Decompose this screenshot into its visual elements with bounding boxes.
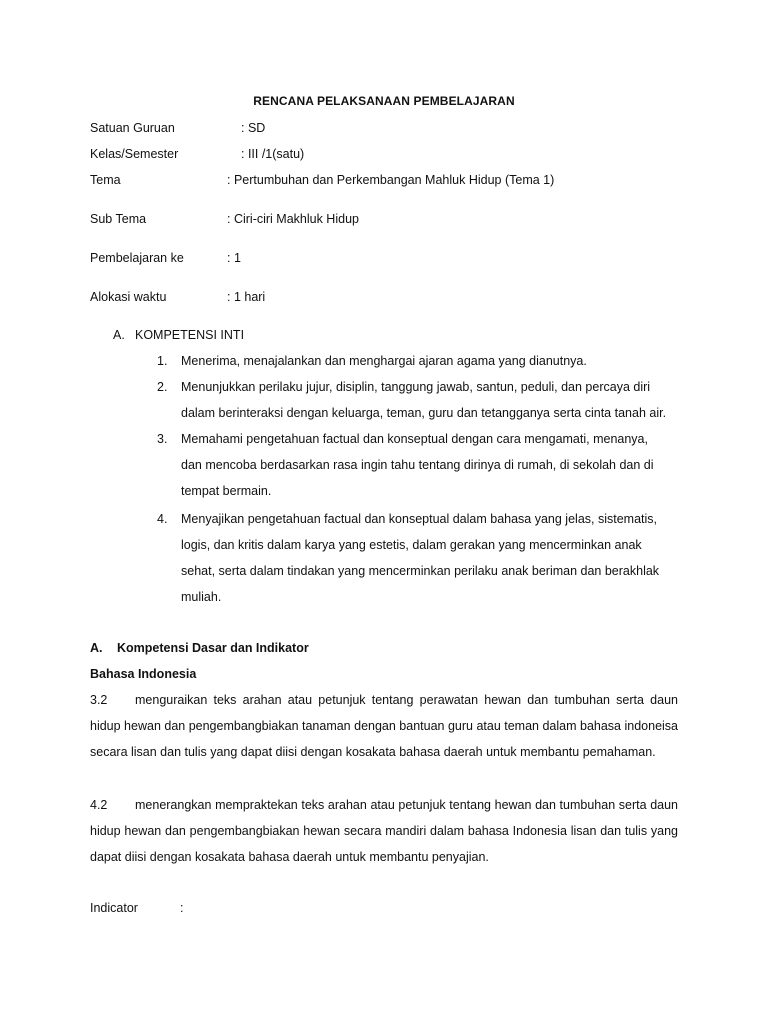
list-number: 2. — [157, 380, 168, 394]
kd-paragraph — [90, 792, 678, 870]
meta-value: : 1 hari — [227, 290, 266, 304]
kd-paragraph — [90, 687, 678, 765]
list-text: Menerima, menajalankan dan menghargai ajaran agama yang dianutnya. — [181, 354, 587, 368]
list-number: 4. — [157, 512, 168, 526]
kd-text: menguraikan teks arahan atau petunjuk tentang perawatan hewan dan tumbuhan serta daun hidup hewan dan pengembangbiakan tanaman dengan bantuan guru atau teman dalam bahasa indoneisa secara lisan dan tulis yang dapat diisi dengan kosakata bahasa daerah untuk membantu pemahaman. — [90, 693, 678, 759]
kd-code: 4.2 — [90, 798, 108, 812]
meta-label: Pembelajaran ke — [90, 251, 184, 265]
list-text: Memahami pengetahuan factual dan konseptual dengan cara mengamati, menanya, dan mencoba berdasarkan rasa ingin tahu tentang dirinya di rumah, di sekolah dan di tempat bermain. — [181, 432, 654, 498]
section-title: KOMPETENSI INTI — [135, 328, 245, 342]
meta-label: Tema — [90, 173, 121, 187]
list-number: 1. — [157, 354, 168, 368]
subject-heading: Bahasa Indonesia — [90, 667, 197, 681]
list-item — [157, 374, 667, 426]
meta-value: : Pertumbuhan dan Perkembangan Mahluk Hidup (Tema 1) — [227, 173, 555, 187]
meta-label: Sub Tema — [90, 212, 147, 226]
kd-code: 3.2 — [90, 693, 108, 707]
meta-value: : Ciri-ciri Makhluk Hidup — [227, 212, 359, 226]
list-item — [157, 348, 667, 374]
indicator-row — [90, 899, 184, 917]
list-item — [157, 426, 667, 504]
section-title: Kompetensi Dasar dan Indikator — [117, 641, 309, 655]
meta-label: Satuan Guruan — [90, 121, 175, 135]
indicator-colon: : — [180, 901, 184, 915]
kd-text: menerangkan mempraktekan teks arahan atau petunjuk tentang hewan dan tumbuhan serta daun hidup hewan dan pengembangbiakan hewan secara mandiri dalam bahasa Indonesia lisan dan tulis yang dapat diisi dengan kosakata bahasa daerah untuk membantu penyajian. — [90, 798, 678, 864]
document-title: RENCANA PELAKSANAAN PEMBELAJARAN — [253, 94, 515, 108]
list-text: Menyajikan pengetahuan factual dan konseptual dalam bahasa yang jelas, sistematis, logis, dan kritis dalam karya yang estetis, dalam gerakan yang mencerminkan anak sehat, serta dalam tindakan yang mencerminkan perilaku anak beriman dan berakhlak muliah. — [181, 512, 660, 604]
section-heading-kd — [90, 639, 309, 657]
list-text: Menunjukkan perilaku jujur, disiplin, tanggung jawab, santun, peduli, dan percaya diri dalam berinteraksi dengan keluarga, teman, guru dan tetangganya serta cinta tanah air. — [181, 380, 667, 420]
meta-label: Kelas/Semester — [90, 147, 179, 161]
meta-value: : 1 — [227, 251, 241, 265]
list-number: 3. — [157, 432, 168, 446]
section-letter: A. — [90, 641, 103, 655]
section-heading-ki — [113, 326, 244, 344]
list-item — [157, 506, 667, 610]
indicator-label: Indicator — [90, 901, 138, 915]
section-letter: A. — [113, 328, 125, 342]
meta-value: : III /1(satu) — [241, 147, 305, 161]
meta-value: : SD — [241, 121, 266, 135]
meta-label: Alokasi waktu — [90, 290, 167, 304]
